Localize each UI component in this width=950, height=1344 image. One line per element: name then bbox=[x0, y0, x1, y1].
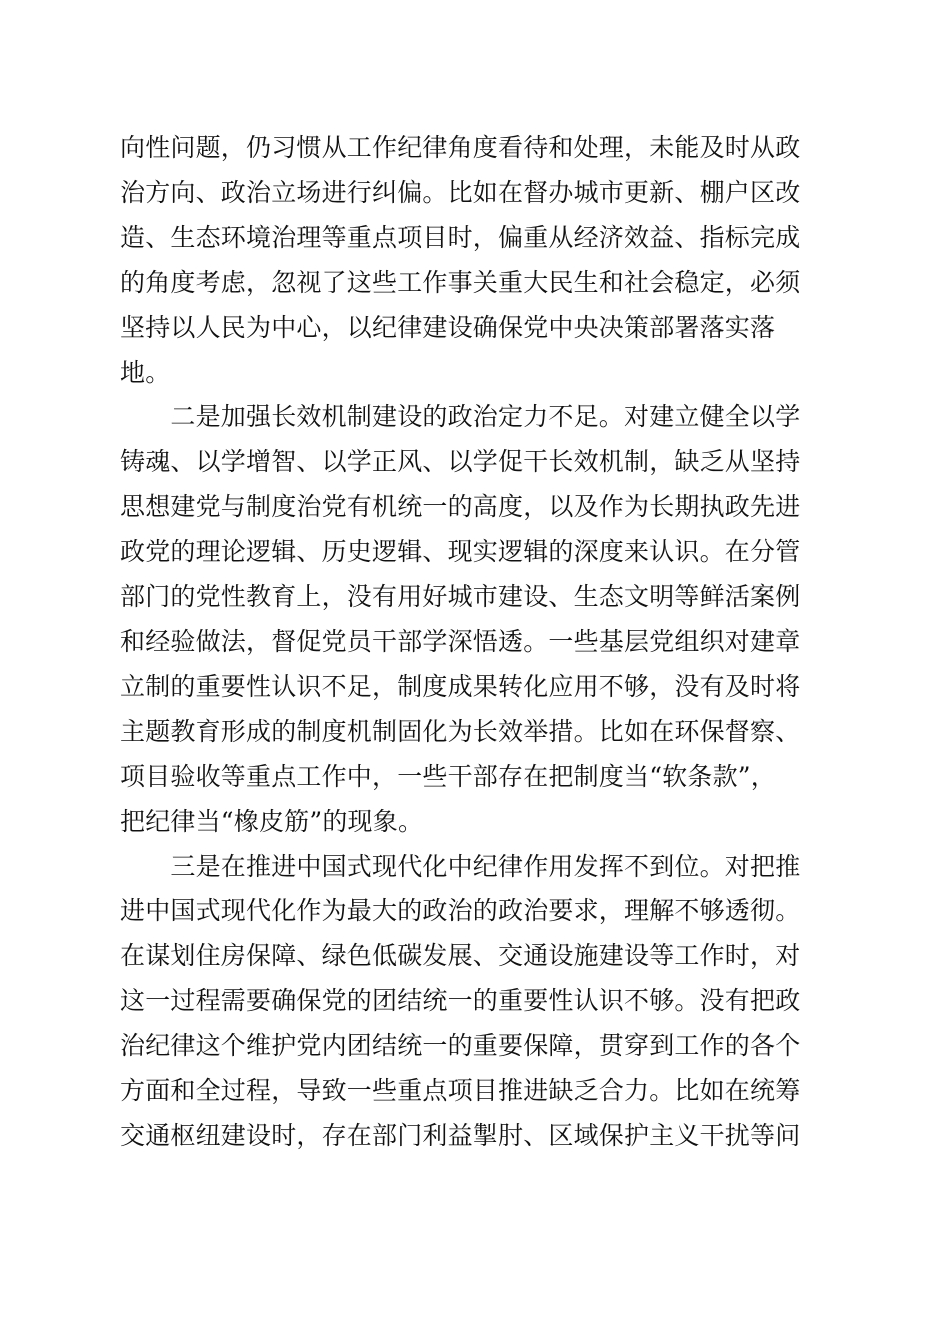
paragraph-three: 三是在推进中国式现代化中纪律作用发挥不到位。对把推 进中国式现代化作为最大的政治的政治要求，理解不够透彻。 在谋划住房保障、绿色低碳发展、交通设施建设等工作时，对 这一过程需要确保党的团结统一的重要性认识不够。没有把政 治纪律这个维护党内团结统一的重要保障，贯穿到工作的各个 方面和全过程，导致一些重点项目推进缺乏合力。比如在统筹 交通枢纽建设时，存在部门利益掣肘、区域保护主义干扰等问 bbox=[120, 851, 801, 1150]
body-text bbox=[120, 126, 810, 1159]
paragraph-two: 二是加强长效机制建设的政治定力不足。对建立健全以学 铸魂、以学增智、以学正风、以学促干长效机制，缺乏从坚持 思想建党与制度治党有机统一的高度，以及作为长期执政先进 政党的理论逻辑、历史逻辑、现实逻辑的深度来认识。在分管 部门的党性教育上，没有用好城市建设、生态文明等鲜活案例 和经验做法，督促党员干部学深悟透。一些基层党组织对建章 立制的重要性认识不足，制度成果转化应用不够，没有及时将 主题教育形成的制度机制固化为长效举措。比如在环保督察、 项目验收等重点工作中，一些干部存在把制度当“软条款”， 把纪律当“橡皮筋”的现象。 bbox=[120, 402, 801, 836]
paragraph-continuation: 向性问题，仍习惯从工作纪律角度看待和处理，未能及时从政 治方向、政治立场进行纠偏。比如在督办城市更新、棚户区改 造、生态环境治理等重点项目时，偏重从经济效益、指标完成 的角度考虑，忽视了这些工作事关重大民生和社会稳定，必须 坚持以人民为中心，以纪律建设确保党中央决策部署落实落 地。 bbox=[120, 133, 801, 387]
